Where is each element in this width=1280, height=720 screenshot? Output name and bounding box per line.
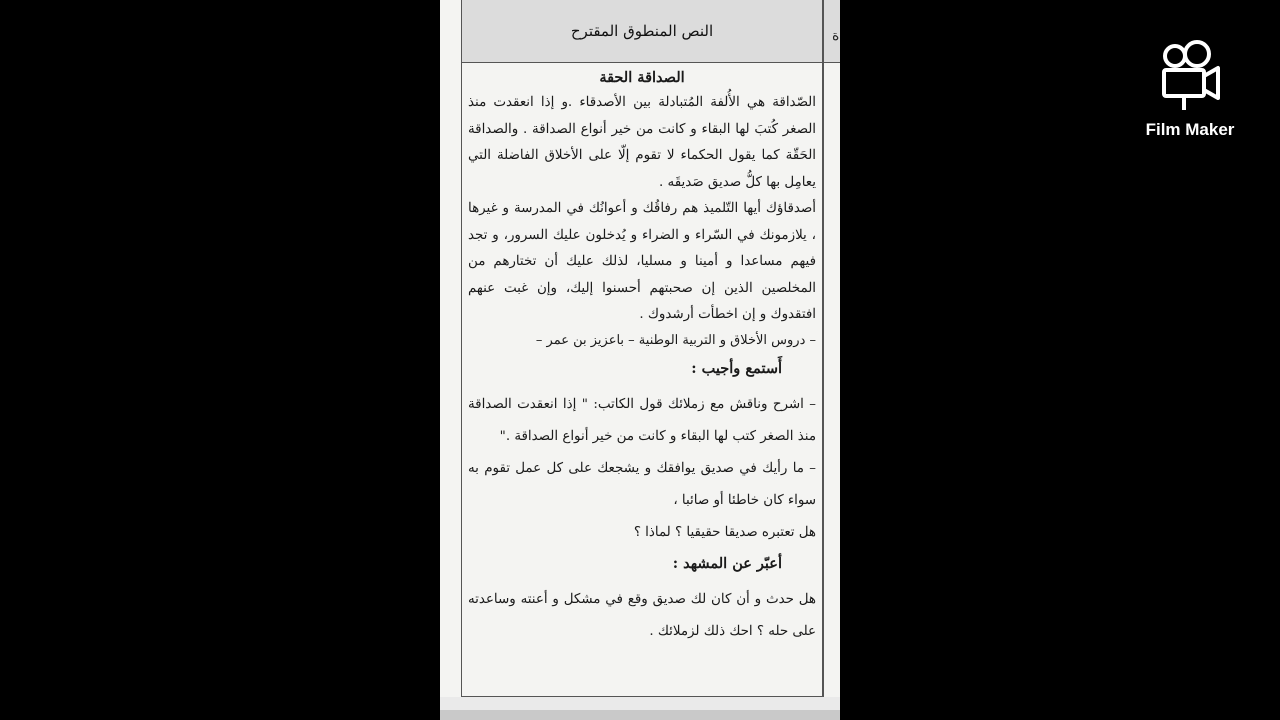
document-page (440, 0, 840, 720)
source-citation: – دروس الأخلاق و التربية الوطنية – باعزيز بن عمر – (535, 332, 816, 348)
movie-camera-icon (1158, 40, 1222, 116)
watermark-label: Film Maker (1145, 120, 1235, 139)
listen-heading: أَستمع وأجيب : (691, 359, 782, 377)
table-body-cell (462, 63, 822, 696)
lesson-title: الصداقة الحقة (599, 69, 685, 86)
question-3: هل حدث و أن كان لك صديق وقع في مشكل و أعنته وساعدته على حله ؟ احك ذلك لزملائك . (468, 591, 816, 639)
paragraph-2: أصدقاؤك أيها التّلميذ هم رفاقُك و أعوانُك في المدرسة و غيرها ، يلازمونك في السّراء و الضراء و يُدخلون عليك السرور، و تجد فيهم مساعدا و أمينا و مسليا، لذلك عليك أن تختارهم من المخلصين الذين إن صحبتهم أحسنوا إليك، وإن غبت عنهم افتقدوك و إن اخطأت أرشدوك . (468, 201, 816, 322)
express-heading: أعبّر عن المشهد : (672, 554, 782, 572)
question-2: – ما رأيك في صديق يوافقك و يشجعك على كل عمل تقوم به سواء كان خاطئا أو صائبا ، (468, 460, 816, 508)
lesson-table (461, 0, 823, 697)
film-maker-watermark (1130, 40, 1250, 140)
next-column-border (823, 0, 824, 697)
table-header: النص المنطوق المقترح (462, 0, 822, 63)
question-1: – اشرح وناقش مع زملائك قول الكاتب: " إذا انعقدت الصداقة منذ الصغر كتب لها البقاء و كانت من خير أنواع الصداقة ." (468, 396, 816, 444)
page-edge (440, 710, 840, 720)
next-column-glyph: ة (832, 28, 840, 44)
question-2-followup: هل تعتبره صديقا حقيقيا ؟ لماذا ؟ (633, 524, 816, 540)
paragraph-1: الصّداقة هي الأُلفة المُتبادلة بين الأصدقاء .و إذا انعقدت منذ الصغر كُتبَ لها البقاء و كانت من خير أنواع الصداقة . والصداقة الحَقّة كما يقول الحكماء لا تقوم إلّا على الأخلاق الفاضلة التي يعامِل بها كلُّ صديق صَديقَه . (468, 95, 816, 190)
